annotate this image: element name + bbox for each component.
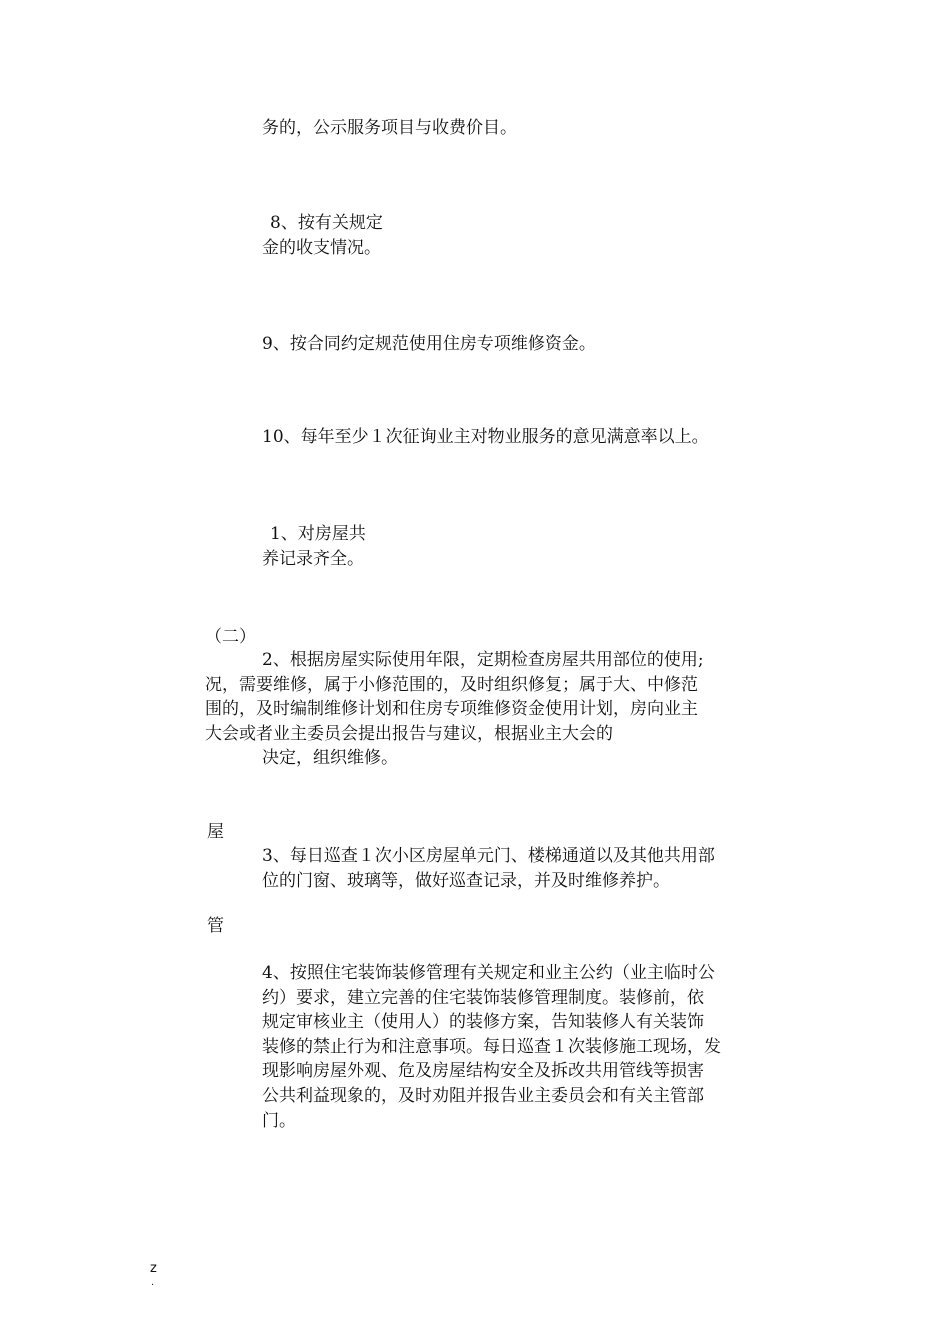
section-b-item-1-head: 1、对房屋共: [270, 524, 366, 544]
item-4-line: 规定审核业主（使用人）的装修方案，告知装修人有关装饰: [262, 1012, 704, 1033]
section-b-item-1-tail: 养记录齐全。: [262, 549, 364, 569]
item-2-line: 大会或者业主委员会提出报告与建议，根据业主大会的: [205, 723, 613, 744]
item-4-line: 现影响房屋外观、危及房屋结构安全及拆改共用管线等损害: [262, 1061, 704, 1082]
section-b-item-2: [205, 648, 704, 771]
item-4-line: 4、按照住宅装饰装修管理有关规定和业主公约（业主临时公: [262, 963, 715, 983]
item-3-line: 位的门窗、玻璃等，做好巡查记录，并及时维修养护。: [262, 870, 670, 891]
item-9: 9、按合同约定规范使用住房专项维修资金。: [262, 334, 596, 354]
section-b-item-3: [262, 844, 715, 893]
item-2-line: 决定，组织维修。: [262, 748, 398, 768]
item-2-line: 况，需要维修，属于小修范围的，及时组织修复；属于大、中修范: [205, 674, 698, 695]
item-8-head: 8、按有关规定: [270, 213, 383, 233]
side-character-wu: 屋: [207, 822, 224, 842]
section-marker: （二）: [205, 627, 256, 647]
item-3-line: 3、每日巡查１次小区房屋单元门、楼梯通道以及其他共用部: [262, 846, 715, 866]
item-2-line: 2、根据房屋实际使用年限，定期检查房屋共用部位的使用;: [262, 650, 704, 670]
item-10: 10、每年至少１次征询业主对物业服务的意见满意率以上。: [262, 427, 709, 447]
item-8-tail: 金的收支情况。: [262, 238, 381, 258]
item-4-line: 装修的禁止行为和注意事项。每日巡查１次装修施工现场，发: [262, 1036, 721, 1057]
side-character-guan: 管: [207, 916, 224, 936]
footer-mark: z: [150, 1261, 157, 1276]
item-4-line: 公共利益现象的，及时劝阻并报告业主委员会和有关主管部: [262, 1085, 704, 1106]
footer-dot: .: [151, 1277, 155, 1288]
item-4-line: 门。: [262, 1110, 296, 1131]
section-b-item-4: [262, 961, 721, 1133]
item-4-line: 约）要求，建立完善的住宅装饰装修管理制度。装修前，依: [262, 987, 704, 1008]
item-2-line: 围的，及时编制维修计划和住房专项维修资金使用计划，房向业主: [205, 699, 698, 719]
item-7-tail: 务的，公示服务项目与收费价目。: [262, 118, 517, 138]
